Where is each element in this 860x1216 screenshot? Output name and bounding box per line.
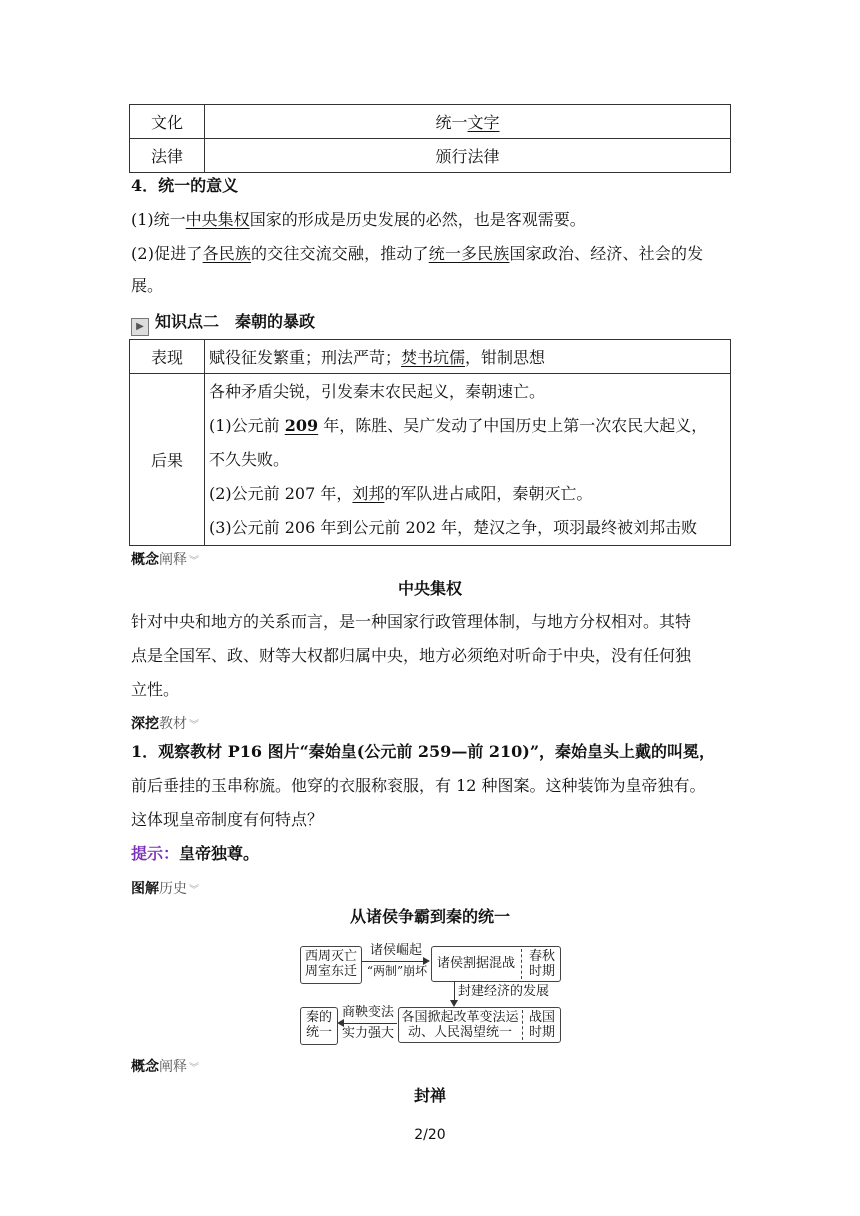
concept-line: 点是全国军、政、财等大权都归属中央，地方必须绝对听命于中央，没有任何独 xyxy=(131,646,692,665)
arrow-right-icon xyxy=(362,961,424,962)
deep-label xyxy=(131,713,199,733)
hint-label: 提示： xyxy=(131,844,180,863)
dashed-divider xyxy=(522,1010,523,1040)
table-row xyxy=(130,374,731,546)
arrow-label-down: 封建经济的发展 xyxy=(458,984,550,999)
question-line: 这体现皇帝制度有何特点？ xyxy=(131,810,324,829)
label-rest: 教材 xyxy=(159,716,187,732)
table-unification xyxy=(129,104,731,173)
cell-line: 各种矛盾尖锐，引发秦末农民起义，秦朝速亡。 xyxy=(209,381,546,401)
table-cell-value xyxy=(205,105,731,139)
concept-term: 封禅 xyxy=(413,1086,446,1105)
table-cell-value: 颁行法律 xyxy=(205,139,731,173)
section-heading xyxy=(131,312,315,336)
underlined-text: 中央集权 xyxy=(185,210,250,229)
underlined-text: 统一多民族 xyxy=(428,244,510,263)
table-cell-label: 法律 xyxy=(130,139,205,173)
table-cell-label: 文化 xyxy=(130,105,205,139)
text: 国家政治、经济、社会的发 xyxy=(509,244,704,263)
label-bold: 图解 xyxy=(131,881,159,897)
table-cell-value xyxy=(205,340,731,374)
underlined-text: 各民族 xyxy=(202,244,252,263)
cell-line xyxy=(209,409,730,443)
significance-p1 xyxy=(131,210,586,230)
label-rest: 阐释 xyxy=(159,1059,187,1075)
flow-diagram xyxy=(298,940,562,1044)
box-side xyxy=(524,949,560,979)
diagram-label xyxy=(131,878,199,898)
concept-label xyxy=(131,1056,199,1076)
text: (2)公元前 207 年， xyxy=(209,483,353,503)
box-text: 统一 xyxy=(305,1025,332,1040)
label-bold: 概念 xyxy=(131,1059,159,1075)
chevron-down-icon: ︾ xyxy=(189,720,199,731)
box-text: 时期 xyxy=(528,1025,555,1040)
box-text: 西周灭亡 xyxy=(304,949,357,964)
significance-p2-cont: 展。 xyxy=(131,276,164,295)
table-row xyxy=(130,340,731,374)
arrow-down-icon xyxy=(454,981,455,1001)
box-qin-unification xyxy=(300,1007,338,1045)
text: (2)促进了 xyxy=(131,244,203,263)
box-main xyxy=(399,1010,521,1040)
question-line: 1．观察教材 P16 图片“秦始皇(公元前 259—前 210)”，秦始皇头上戴的叫冕， xyxy=(131,742,716,761)
box-text: 战国 xyxy=(528,1010,555,1025)
arrowhead-down-icon xyxy=(450,1000,458,1007)
label-rest: 阐释 xyxy=(159,552,187,568)
box-text: 动、人民渴望统一 xyxy=(407,1025,512,1040)
play-marker-icon: ▶ xyxy=(131,318,149,336)
text: 的军队进占咸阳，秦朝灭亡。 xyxy=(384,483,593,503)
label-bold: 深挖 xyxy=(131,716,159,732)
cell-underlined-text: 焚书坑儒 xyxy=(401,348,466,367)
arrow-label-bottom: “两制”崩坏 xyxy=(366,964,428,978)
text: (1)公元前 xyxy=(209,415,285,435)
arrow-left-icon xyxy=(343,1023,397,1024)
underlined-text: 209 xyxy=(284,415,319,435)
box-warring-states xyxy=(398,1007,561,1043)
box-text: 秦的 xyxy=(305,1010,332,1025)
dashed-divider xyxy=(521,949,522,979)
text: 的交往交流交融，推动了 xyxy=(251,244,429,263)
table-cell-label: 后果 xyxy=(130,374,205,546)
significance-heading: 4．统一的意义 xyxy=(131,176,239,195)
box-text: 各国掀起改革变法运 xyxy=(401,1010,519,1025)
box-text: 时期 xyxy=(528,964,555,979)
cell-line: (3)公元前 206 年到公元前 202 年，楚汉之争，项羽最终被刘邦击败 xyxy=(209,517,698,537)
cell-line: 不久失败。 xyxy=(209,449,290,469)
chevron-down-icon: ︾ xyxy=(189,556,199,567)
box-side xyxy=(524,1010,560,1040)
table-tyranny xyxy=(129,339,731,546)
text: (1)统一 xyxy=(131,210,186,229)
chevron-down-icon: ︾ xyxy=(189,1063,199,1074)
cell-line xyxy=(209,477,730,511)
diagram-title: 从诸侯争霸到秦的统一 xyxy=(349,907,510,926)
table-row xyxy=(130,139,731,173)
significance-p2 xyxy=(131,244,703,264)
concept-label xyxy=(131,549,199,569)
hint-text: 皇帝独尊。 xyxy=(179,844,260,863)
table-cell-label: 表现 xyxy=(130,340,205,374)
label-bold: 概念 xyxy=(131,552,159,568)
arrow-label-bottom: 实力强大 xyxy=(341,1026,394,1041)
box-western-zhou xyxy=(300,946,362,984)
question-line: 前后垂挂的玉串称旒。他穿的衣服称衮服，有 12 种图案。这种装饰为皇帝独有。 xyxy=(131,776,706,795)
table-row xyxy=(130,105,731,139)
concept-line: 立性。 xyxy=(131,680,180,699)
arrow-label-top: 商鞅变法 xyxy=(341,1005,394,1020)
box-text: 周室东迁 xyxy=(304,964,357,979)
box-text: 春秋 xyxy=(528,949,555,964)
cell-text: ，钳制思想 xyxy=(465,348,546,367)
hint xyxy=(131,844,259,864)
cell-underlined-text: 文字 xyxy=(467,113,500,132)
box-text: 诸侯割据混战 xyxy=(436,956,515,971)
label-rest: 历史 xyxy=(159,881,187,897)
page-number: 2/20 xyxy=(414,1127,446,1143)
arrow-label-top: 诸侯崛起 xyxy=(369,943,422,958)
text: 年，陈胜、吴广发动了中国历史上第一次农民大起义， xyxy=(318,415,708,435)
section-title: 知识点二 秦朝的暴政 xyxy=(155,312,316,331)
concept-term: 中央集权 xyxy=(397,579,462,598)
cell-text: 赋役征发繁重；刑法严苛； xyxy=(209,348,402,367)
box-spring-autumn xyxy=(431,946,561,982)
text: 国家的形成是历史发展的必然，也是客观需要。 xyxy=(249,210,586,229)
cell-text: 统一 xyxy=(435,113,468,132)
underlined-text: 刘邦 xyxy=(352,483,385,503)
concept-line: 针对中央和地方的关系而言，是一种国家行政管理体制，与地方分权相对。其特 xyxy=(131,612,692,631)
table-cell-value xyxy=(205,374,731,546)
chevron-down-icon: ︾ xyxy=(189,885,199,896)
